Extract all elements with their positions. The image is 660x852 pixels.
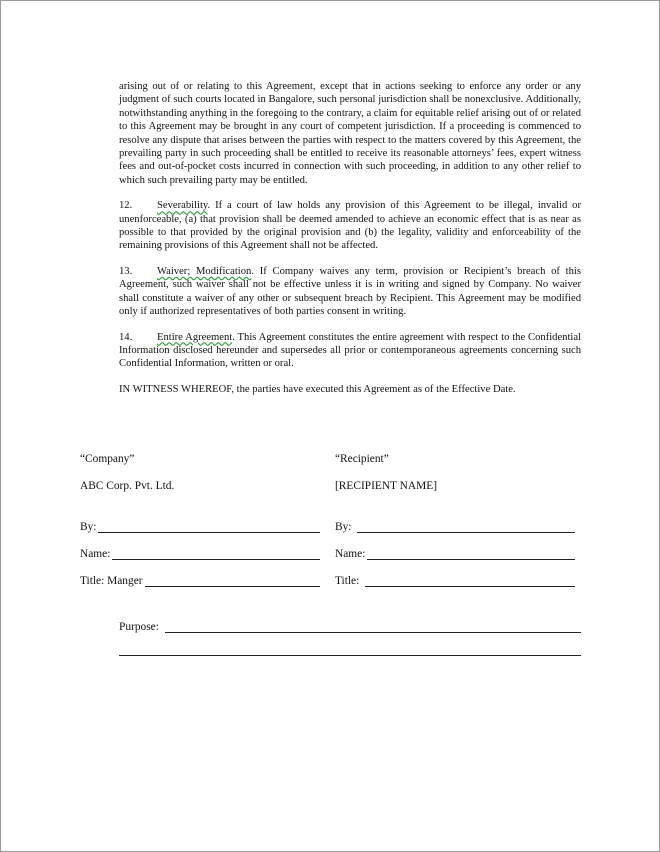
company-signature-block — [80, 453, 320, 598]
section-number: 13. — [119, 265, 133, 277]
recipient-label: “Recipient” — [335, 453, 389, 465]
title-label: Title: Manger — [80, 575, 143, 587]
company-name: ABC Corp. Pvt. Ltd. — [80, 480, 175, 492]
signature-line[interactable] — [357, 521, 575, 533]
purpose-block — [119, 617, 581, 656]
recipient-name-field[interactable] — [335, 544, 575, 560]
company-title-field[interactable] — [80, 571, 320, 587]
section-waiver — [119, 265, 581, 319]
section-heading: Waiver; Modification — [157, 265, 252, 277]
by-label: By: — [80, 521, 97, 533]
title-line[interactable] — [365, 575, 575, 587]
recipient-name: [RECIPIENT NAME] — [335, 480, 437, 492]
witness-clause: IN WITNESS WHEREOF, the parties have executed this Agreement as of the Effective Date. — [119, 383, 516, 395]
section-number: 12. — [119, 200, 133, 212]
purpose-line-continuation[interactable] — [119, 655, 581, 656]
title-line[interactable] — [145, 575, 320, 587]
company-by-field[interactable] — [80, 517, 320, 533]
by-label: By: — [335, 521, 352, 533]
recipient-by-field[interactable] — [335, 517, 575, 533]
section-text: . This Agreement constitutes the entire agreement with respect to the Confidential Information disclosed hereunder and supersedes all prior or contemporaneous agreements concerning such Confidential Information, written or oral. — [119, 331, 581, 370]
section-heading: Severability — [157, 200, 208, 212]
section-severability — [119, 199, 581, 253]
agreement-body — [119, 80, 581, 408]
name-label: Name: — [335, 548, 366, 560]
name-line[interactable] — [112, 548, 320, 560]
purpose-label: Purpose: — [119, 621, 159, 633]
section-entire-agreement — [119, 331, 581, 371]
name-label: Name: — [80, 548, 111, 560]
paragraph-jurisdiction: arising out of or relating to this Agreement, except that in actions seeking to enforce any order or any judgment of such courts located in Bangalore, such personal jurisdiction shall be nonexclusive. Additionally, notwithstanding anything in the foregoing to the contrary, a claim for equitable relief arising out of or related to this Agreement may be brought in any court of competent jurisdiction. If a proceeding is commenced to resolve any dispute that arises between the parties with respect to the matters covered by this Agreement, the prevailing party in such proceeding shall be entitled to receive its reasonable attorneys’ fees, expert witness fees and out-of-pocket costs incurred in connection with such proceeding, in addition to any other relief to which such prevailing party may be entitled. — [119, 81, 581, 186]
purpose-field[interactable] — [119, 617, 581, 633]
signature-line[interactable] — [98, 521, 320, 533]
section-text: . If a court of law holds any provision of this Agreement to be illegal, invalid or unenforceable, (a) that provision shall be deemed amended to achieve an economic effect that is as near as possible to that provided by the original provision and (b) the legality, validity and enforceability of the remaining provisions of this Agreement shall not be affected. — [119, 200, 581, 252]
section-text: . If Company waives any term, provision or Recipient’s breach of this Agreement, such waiver shall not be effective unless it is in writing and signed by Company. No waiver shall constitute a waiver of any other or subsequent breach by Recipient. This Agreement may be modified only if authorized representatives of both parties consent in writing. — [119, 265, 581, 318]
section-heading: Entire Agreement — [157, 331, 233, 343]
section-number: 14. — [119, 331, 133, 343]
company-name-field[interactable] — [80, 544, 320, 560]
name-line[interactable] — [367, 548, 575, 560]
purpose-line[interactable] — [165, 621, 581, 633]
title-label: Title: — [335, 575, 360, 587]
recipient-title-field[interactable] — [335, 571, 575, 587]
company-label: “Company” — [80, 453, 135, 465]
recipient-signature-block — [335, 453, 575, 598]
